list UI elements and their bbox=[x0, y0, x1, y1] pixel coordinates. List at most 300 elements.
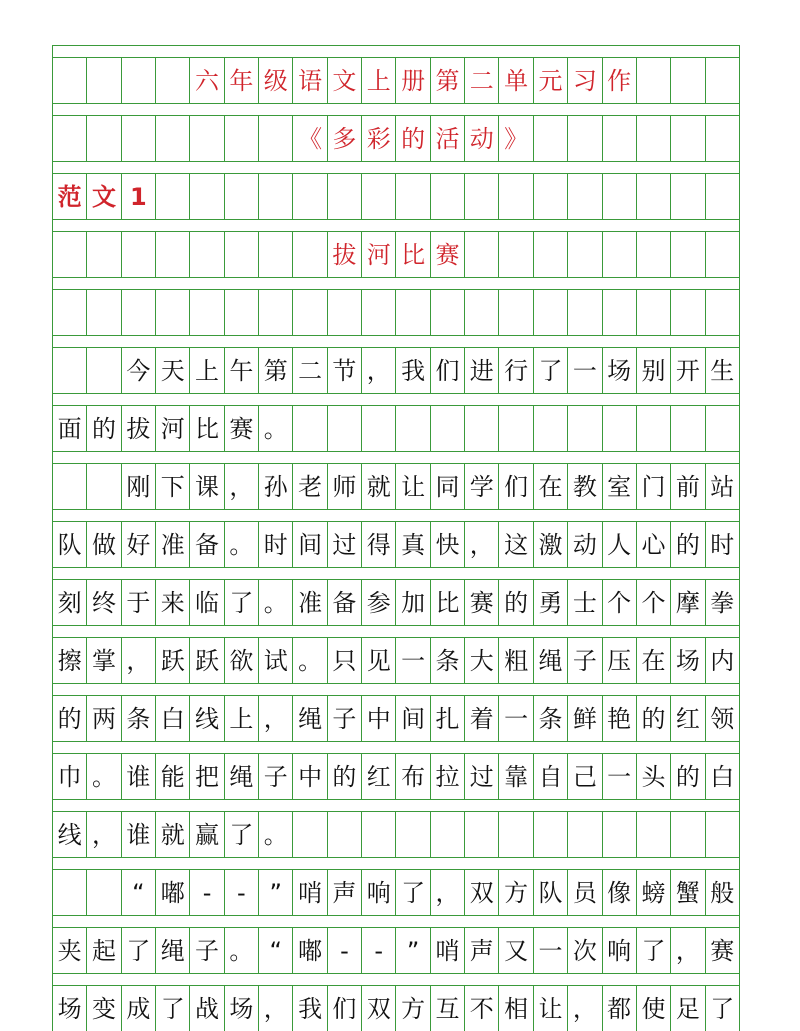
grid-char: 了 bbox=[225, 580, 259, 625]
grid-cell bbox=[671, 116, 705, 161]
grid-cell bbox=[53, 290, 87, 335]
grid-cell bbox=[362, 812, 396, 857]
grid-char: 巾 bbox=[53, 754, 87, 799]
grid-char: “ bbox=[259, 928, 293, 973]
heading-line bbox=[52, 116, 740, 161]
grid-char: 时 bbox=[259, 522, 293, 567]
grid-char: 场 bbox=[225, 986, 259, 1031]
grid-char: 过 bbox=[328, 522, 362, 567]
grid-char: 白 bbox=[706, 754, 740, 799]
grid-char: 让 bbox=[534, 986, 568, 1031]
grid-char: 于 bbox=[122, 580, 156, 625]
grid-char: 拳 bbox=[706, 580, 740, 625]
text-line bbox=[52, 290, 740, 335]
grid-char: 哨 bbox=[431, 928, 465, 973]
grid-char: 士 bbox=[568, 580, 602, 625]
grid-char: 场 bbox=[53, 986, 87, 1031]
grid-cell bbox=[637, 58, 671, 103]
grid-char: 的 bbox=[671, 522, 705, 567]
grid-cell bbox=[87, 348, 121, 393]
grid-char: 跃 bbox=[156, 638, 190, 683]
grid-char: 真 bbox=[396, 522, 430, 567]
grid-cell bbox=[362, 174, 396, 219]
grid-cell bbox=[534, 116, 568, 161]
grid-char: 了 bbox=[396, 870, 430, 915]
grid-cell bbox=[671, 406, 705, 451]
grid-char: - bbox=[225, 870, 259, 915]
grid-char: 前 bbox=[671, 464, 705, 509]
grid-char: 了 bbox=[225, 812, 259, 857]
text-line bbox=[52, 348, 740, 393]
grid-cell bbox=[431, 812, 465, 857]
grid-char: ， bbox=[87, 812, 121, 857]
grid-cell bbox=[603, 232, 637, 277]
grid-char: 的 bbox=[87, 406, 121, 451]
grid-char: 动 bbox=[465, 116, 499, 161]
grid-char: “ bbox=[122, 870, 156, 915]
grid-cell bbox=[568, 812, 602, 857]
grid-char: 子 bbox=[190, 928, 224, 973]
grid-char: 嘟 bbox=[156, 870, 190, 915]
grid-char: - bbox=[328, 928, 362, 973]
grid-char: ， bbox=[225, 464, 259, 509]
grid-char: 哨 bbox=[293, 870, 327, 915]
grid-char: 动 bbox=[568, 522, 602, 567]
grid-char: 在 bbox=[637, 638, 671, 683]
grid-char: 足 bbox=[671, 986, 705, 1031]
grid-char: 领 bbox=[706, 696, 740, 741]
grid-cell bbox=[568, 290, 602, 335]
grid-spacer bbox=[52, 45, 740, 58]
grid-char: 二 bbox=[293, 348, 327, 393]
grid-char: 赛 bbox=[706, 928, 740, 973]
grid-spacer bbox=[52, 799, 740, 812]
grid-char: 队 bbox=[534, 870, 568, 915]
grid-char: 生 bbox=[706, 348, 740, 393]
grid-char: 别 bbox=[637, 348, 671, 393]
grid-char: 场 bbox=[671, 638, 705, 683]
grid-cell bbox=[53, 232, 87, 277]
grid-cell bbox=[293, 174, 327, 219]
grid-cell bbox=[706, 232, 740, 277]
grid-char: 队 bbox=[53, 522, 87, 567]
grid-char: 文 bbox=[328, 58, 362, 103]
grid-char: 子 bbox=[259, 754, 293, 799]
grid-char: 下 bbox=[156, 464, 190, 509]
grid-char: 比 bbox=[190, 406, 224, 451]
grid-char: 赢 bbox=[190, 812, 224, 857]
grid-char: 比 bbox=[396, 232, 430, 277]
grid-char: 拉 bbox=[431, 754, 465, 799]
grid-char: 。 bbox=[259, 812, 293, 857]
grid-char: 这 bbox=[499, 522, 533, 567]
grid-cell bbox=[87, 290, 121, 335]
grid-cell bbox=[431, 290, 465, 335]
grid-char: 。 bbox=[87, 754, 121, 799]
grid-char: 把 bbox=[190, 754, 224, 799]
grid-cell bbox=[328, 290, 362, 335]
grid-cell bbox=[706, 406, 740, 451]
grid-char: ， bbox=[465, 522, 499, 567]
grid-cell bbox=[122, 116, 156, 161]
grid-char: 好 bbox=[122, 522, 156, 567]
grid-cell bbox=[293, 290, 327, 335]
grid-spacer bbox=[52, 683, 740, 696]
grid-char: 不 bbox=[465, 986, 499, 1031]
grid-cell bbox=[637, 290, 671, 335]
grid-cell bbox=[156, 232, 190, 277]
text-line bbox=[52, 754, 740, 799]
grid-char: 员 bbox=[568, 870, 602, 915]
grid-char: 上 bbox=[190, 348, 224, 393]
grid-spacer bbox=[52, 277, 740, 290]
text-line bbox=[52, 870, 740, 915]
grid-cell bbox=[259, 116, 293, 161]
grid-char: 门 bbox=[637, 464, 671, 509]
grid-cell bbox=[87, 464, 121, 509]
grid-char: 河 bbox=[156, 406, 190, 451]
heading-line bbox=[52, 58, 740, 103]
grid-char: 备 bbox=[190, 522, 224, 567]
grid-char: ， bbox=[122, 638, 156, 683]
grid-char: 让 bbox=[396, 464, 430, 509]
grid-cell bbox=[671, 58, 705, 103]
grid-cell bbox=[190, 232, 224, 277]
text-line bbox=[52, 522, 740, 567]
grid-char: 作 bbox=[603, 58, 637, 103]
grid-char: 靠 bbox=[499, 754, 533, 799]
grid-char: 面 bbox=[53, 406, 87, 451]
grid-char: 像 bbox=[603, 870, 637, 915]
grid-char: 的 bbox=[499, 580, 533, 625]
grid-char: 过 bbox=[465, 754, 499, 799]
grid-char: 着 bbox=[465, 696, 499, 741]
grid-char: 比 bbox=[431, 580, 465, 625]
grid-char: ， bbox=[362, 348, 396, 393]
grid-char: 变 bbox=[87, 986, 121, 1031]
grid-cell bbox=[534, 290, 568, 335]
grid-char: 一 bbox=[396, 638, 430, 683]
grid-char: 摩 bbox=[671, 580, 705, 625]
grid-char: 赛 bbox=[225, 406, 259, 451]
grid-char: 见 bbox=[362, 638, 396, 683]
grid-char: 级 bbox=[259, 58, 293, 103]
grid-char: 教 bbox=[568, 464, 602, 509]
grid-char: 刚 bbox=[122, 464, 156, 509]
grid-char: 声 bbox=[465, 928, 499, 973]
grid-char: 只 bbox=[328, 638, 362, 683]
grid-char: 条 bbox=[431, 638, 465, 683]
grid-char: 备 bbox=[328, 580, 362, 625]
grid-cell bbox=[328, 406, 362, 451]
grid-char: 《 bbox=[293, 116, 327, 161]
grid-char: 。 bbox=[259, 406, 293, 451]
grid-char: 一 bbox=[603, 754, 637, 799]
grid-cell bbox=[259, 232, 293, 277]
grid-char: 上 bbox=[225, 696, 259, 741]
grid-char: 准 bbox=[293, 580, 327, 625]
grid-char: 声 bbox=[328, 870, 362, 915]
grid-spacer bbox=[52, 625, 740, 638]
grid-cell bbox=[637, 812, 671, 857]
grid-cell bbox=[190, 174, 224, 219]
grid-cell bbox=[53, 116, 87, 161]
grid-char: 两 bbox=[87, 696, 121, 741]
grid-cell bbox=[465, 290, 499, 335]
grid-cell bbox=[53, 348, 87, 393]
grid-char: 们 bbox=[328, 986, 362, 1031]
grid-char: 响 bbox=[603, 928, 637, 973]
grid-char: 课 bbox=[190, 464, 224, 509]
grid-spacer bbox=[52, 103, 740, 116]
grid-spacer bbox=[52, 219, 740, 232]
grid-char: 条 bbox=[122, 696, 156, 741]
grid-cell bbox=[53, 870, 87, 915]
grid-char: 彩 bbox=[362, 116, 396, 161]
text-line bbox=[52, 638, 740, 683]
grid-char: 得 bbox=[362, 522, 396, 567]
grid-char: 单 bbox=[499, 58, 533, 103]
grid-cell bbox=[225, 290, 259, 335]
grid-cell bbox=[87, 116, 121, 161]
grid-char: 刻 bbox=[53, 580, 87, 625]
grid-char: 压 bbox=[603, 638, 637, 683]
grid-char: 方 bbox=[499, 870, 533, 915]
grid-char: 跃 bbox=[190, 638, 224, 683]
grid-paper bbox=[52, 45, 740, 1023]
grid-char: 绳 bbox=[225, 754, 259, 799]
grid-cell bbox=[431, 406, 465, 451]
grid-char: 们 bbox=[431, 348, 465, 393]
grid-char: 了 bbox=[534, 348, 568, 393]
grid-char: 谁 bbox=[122, 754, 156, 799]
grid-cell bbox=[706, 290, 740, 335]
grid-char: 了 bbox=[637, 928, 671, 973]
grid-char: 午 bbox=[225, 348, 259, 393]
grid-char: 红 bbox=[671, 696, 705, 741]
grid-char: 双 bbox=[362, 986, 396, 1031]
grid-char: 都 bbox=[603, 986, 637, 1031]
grid-char: 来 bbox=[156, 580, 190, 625]
grid-cell bbox=[225, 116, 259, 161]
grid-spacer bbox=[52, 567, 740, 580]
grid-char: 中 bbox=[293, 754, 327, 799]
grid-spacer bbox=[52, 451, 740, 464]
grid-char: 范 bbox=[53, 174, 87, 219]
grid-char: ， bbox=[259, 986, 293, 1031]
grid-char: 临 bbox=[190, 580, 224, 625]
grid-char: 上 bbox=[362, 58, 396, 103]
grid-char: 就 bbox=[362, 464, 396, 509]
grid-cell bbox=[568, 174, 602, 219]
grid-char: 多 bbox=[328, 116, 362, 161]
grid-char: 室 bbox=[603, 464, 637, 509]
grid-char: 个 bbox=[637, 580, 671, 625]
grid-cell bbox=[671, 174, 705, 219]
grid-cell bbox=[499, 232, 533, 277]
grid-cell bbox=[87, 232, 121, 277]
grid-cell bbox=[499, 290, 533, 335]
grid-char: 双 bbox=[465, 870, 499, 915]
grid-char: 时 bbox=[706, 522, 740, 567]
grid-spacer bbox=[52, 741, 740, 754]
grid-char: 活 bbox=[431, 116, 465, 161]
grid-cell bbox=[465, 406, 499, 451]
grid-cell bbox=[396, 174, 430, 219]
grid-cell bbox=[568, 232, 602, 277]
grid-char: 我 bbox=[293, 986, 327, 1031]
grid-char: 老 bbox=[293, 464, 327, 509]
grid-char: 子 bbox=[568, 638, 602, 683]
text-line bbox=[52, 696, 740, 741]
grid-cell bbox=[259, 174, 293, 219]
grid-char: 了 bbox=[156, 986, 190, 1031]
grid-char: 第 bbox=[259, 348, 293, 393]
grid-char: 的 bbox=[396, 116, 430, 161]
grid-char: 内 bbox=[706, 638, 740, 683]
grid-char: 线 bbox=[190, 696, 224, 741]
grid-cell bbox=[225, 174, 259, 219]
grid-cell bbox=[87, 58, 121, 103]
grid-cell bbox=[499, 174, 533, 219]
grid-cell bbox=[362, 406, 396, 451]
grid-char: 元 bbox=[534, 58, 568, 103]
grid-char: 间 bbox=[293, 522, 327, 567]
grid-char: 能 bbox=[156, 754, 190, 799]
grid-cell bbox=[499, 406, 533, 451]
grid-cell bbox=[396, 812, 430, 857]
grid-cell bbox=[122, 58, 156, 103]
grid-char: 白 bbox=[156, 696, 190, 741]
grid-char: 扎 bbox=[431, 696, 465, 741]
grid-cell bbox=[156, 174, 190, 219]
grid-char: 擦 bbox=[53, 638, 87, 683]
grid-char: 螃 bbox=[637, 870, 671, 915]
grid-cell bbox=[328, 812, 362, 857]
grid-char: 的 bbox=[53, 696, 87, 741]
grid-char: 蟹 bbox=[671, 870, 705, 915]
heading-line bbox=[52, 232, 740, 277]
grid-char: 绳 bbox=[156, 928, 190, 973]
grid-char: 六 bbox=[190, 58, 224, 103]
grid-char: 勇 bbox=[534, 580, 568, 625]
grid-char: ， bbox=[568, 986, 602, 1031]
grid-cell bbox=[225, 232, 259, 277]
grid-cell bbox=[534, 812, 568, 857]
grid-char: 开 bbox=[671, 348, 705, 393]
grid-char: 次 bbox=[568, 928, 602, 973]
grid-char: 河 bbox=[362, 232, 396, 277]
grid-char: 册 bbox=[396, 58, 430, 103]
grid-char: 加 bbox=[396, 580, 430, 625]
grid-char: 绳 bbox=[293, 696, 327, 741]
grid-cell bbox=[293, 232, 327, 277]
grid-cell bbox=[431, 174, 465, 219]
grid-cell bbox=[603, 290, 637, 335]
grid-cell bbox=[671, 812, 705, 857]
grid-char: 。 bbox=[259, 580, 293, 625]
grid-char: 节 bbox=[328, 348, 362, 393]
grid-char: 线 bbox=[53, 812, 87, 857]
grid-char: 谁 bbox=[122, 812, 156, 857]
grid-char: 艳 bbox=[603, 696, 637, 741]
grid-char: 鲜 bbox=[568, 696, 602, 741]
text-line bbox=[52, 812, 740, 857]
grid-char: 》 bbox=[499, 116, 533, 161]
grid-cell bbox=[603, 174, 637, 219]
grid-cell bbox=[87, 870, 121, 915]
grid-spacer bbox=[52, 335, 740, 348]
grid-char: 条 bbox=[534, 696, 568, 741]
grid-cell bbox=[293, 812, 327, 857]
grid-cell bbox=[534, 232, 568, 277]
grid-char: - bbox=[190, 870, 224, 915]
grid-char: ” bbox=[396, 928, 430, 973]
grid-cell bbox=[156, 116, 190, 161]
grid-cell bbox=[190, 290, 224, 335]
grid-char: 一 bbox=[534, 928, 568, 973]
grid-char: 响 bbox=[362, 870, 396, 915]
grid-cell bbox=[568, 406, 602, 451]
grid-char: 拔 bbox=[122, 406, 156, 451]
grid-cell bbox=[122, 232, 156, 277]
grid-char: 互 bbox=[431, 986, 465, 1031]
grid-cell bbox=[396, 290, 430, 335]
grid-cell bbox=[706, 116, 740, 161]
grid-char: 场 bbox=[603, 348, 637, 393]
grid-spacer bbox=[52, 857, 740, 870]
grid-spacer bbox=[52, 973, 740, 986]
grid-char: 在 bbox=[534, 464, 568, 509]
grid-char: 我 bbox=[396, 348, 430, 393]
grid-char: 人 bbox=[603, 522, 637, 567]
grid-char: 师 bbox=[328, 464, 362, 509]
grid-char: 激 bbox=[534, 522, 568, 567]
grid-char: 学 bbox=[465, 464, 499, 509]
grid-char: 孙 bbox=[259, 464, 293, 509]
grid-char: 掌 bbox=[87, 638, 121, 683]
grid-char: 心 bbox=[637, 522, 671, 567]
grid-char: 了 bbox=[706, 986, 740, 1031]
grid-spacer bbox=[52, 393, 740, 406]
grid-char: 行 bbox=[499, 348, 533, 393]
grid-cell bbox=[499, 812, 533, 857]
grid-char: 快 bbox=[431, 522, 465, 567]
grid-char: 的 bbox=[328, 754, 362, 799]
grid-char: 一 bbox=[568, 348, 602, 393]
grid-char: ， bbox=[259, 696, 293, 741]
grid-char: 就 bbox=[156, 812, 190, 857]
grid-char: 大 bbox=[465, 638, 499, 683]
grid-char: 使 bbox=[637, 986, 671, 1031]
text-line bbox=[52, 580, 740, 625]
grid-char: 年 bbox=[225, 58, 259, 103]
grid-char: 布 bbox=[396, 754, 430, 799]
grid-char: 了 bbox=[122, 928, 156, 973]
grid-char: 参 bbox=[362, 580, 396, 625]
grid-char: 二 bbox=[465, 58, 499, 103]
grid-char: 夹 bbox=[53, 928, 87, 973]
grid-char: 。 bbox=[225, 928, 259, 973]
grid-char: 方 bbox=[396, 986, 430, 1031]
grid-cell bbox=[362, 290, 396, 335]
grid-cell bbox=[671, 290, 705, 335]
grid-char: 粗 bbox=[499, 638, 533, 683]
grid-char: 头 bbox=[637, 754, 671, 799]
grid-char: 间 bbox=[396, 696, 430, 741]
grid-char: 进 bbox=[465, 348, 499, 393]
grid-cell bbox=[706, 174, 740, 219]
